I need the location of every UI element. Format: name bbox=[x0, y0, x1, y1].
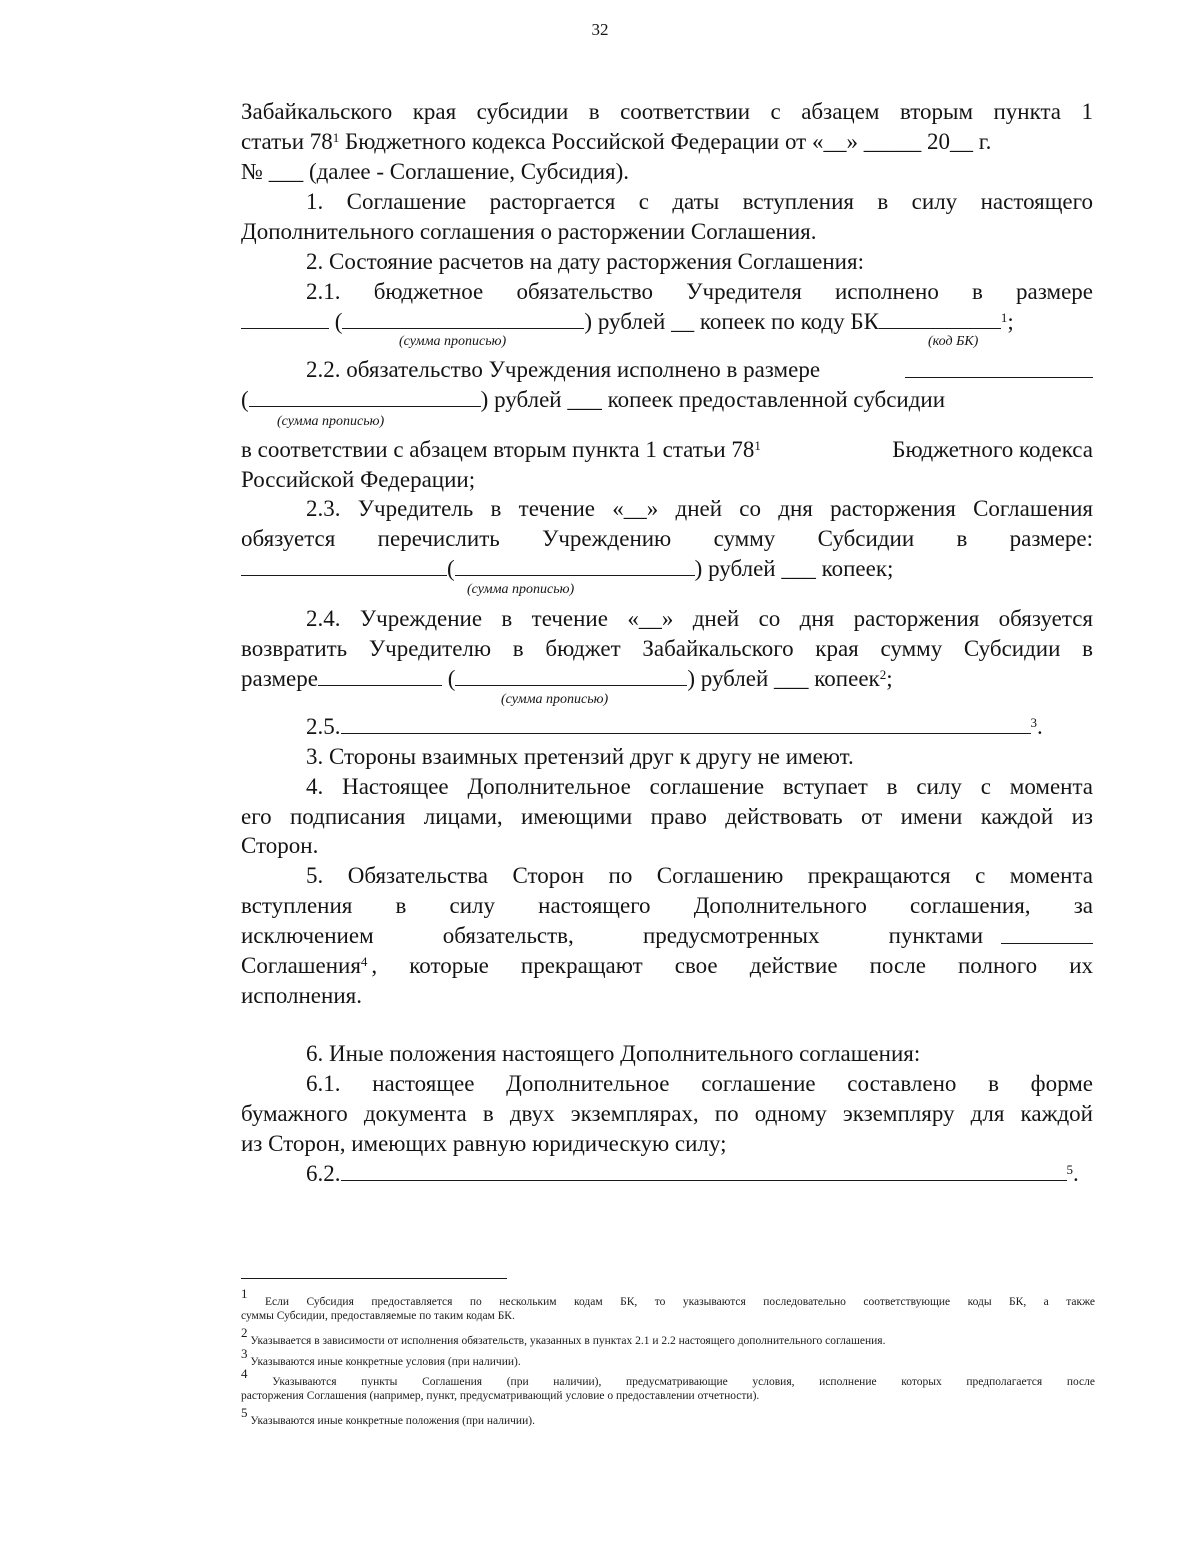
clause-5-line-3 bbox=[241, 921, 1093, 951]
clause-2-2-line-4: Российской Федерации; bbox=[241, 467, 476, 492]
amount-words-hint: (сумма прописью) bbox=[467, 582, 575, 597]
paren-open: ( bbox=[447, 556, 455, 581]
clause-2-1-line-2 bbox=[241, 307, 1014, 337]
amount-blank bbox=[241, 307, 329, 329]
clause-6-1-line-1: 6.1. настоящее Дополнительное соглашение составлено в форме bbox=[306, 1071, 1093, 1096]
footnote-3 bbox=[241, 1346, 521, 1369]
clause-2-2-text: 2.2. обязательство Учреждения исполнено в размере bbox=[306, 357, 821, 382]
dot: . bbox=[1073, 1161, 1079, 1186]
clause-2-heading: 2. Состояние расчетов на дату расторжения Соглашения: bbox=[306, 249, 864, 274]
amount-blank bbox=[241, 554, 447, 576]
dot: . bbox=[1037, 714, 1043, 739]
razmere-text: размере bbox=[241, 666, 318, 691]
clause-2-5 bbox=[306, 712, 1043, 742]
clause-1-line-2: Дополнительного соглашения о расторжении Соглашения. bbox=[241, 219, 817, 244]
clause-2-4-line-1: 2.4. Учреждение в течение «__» дней со дня расторжения обязуется bbox=[306, 606, 1093, 631]
paren-open: ( bbox=[241, 387, 249, 412]
clause-2-3-rubles-text: ) рублей ___ копеек; bbox=[694, 556, 894, 581]
clause-2-4-rubles-text: ) рублей ___ копеек bbox=[687, 666, 880, 691]
clause-2-2-line-3 bbox=[241, 435, 1093, 465]
footnote-ref-3: 3 bbox=[1030, 715, 1037, 730]
footnote-ref-1: 1 bbox=[754, 438, 761, 453]
semicolon: ; bbox=[886, 666, 893, 691]
footnote-1-line-1: Если Субсидия предоставляется по нескольким кодам БК, то указываются последовательно соответствующие коды БК, а также bbox=[264, 1296, 1096, 1308]
footnote-separator bbox=[241, 1278, 507, 1279]
clause-2-1-rubles-text: ) рублей __ копеек по коду БК bbox=[584, 309, 879, 334]
clause-2-2-line-2 bbox=[241, 385, 945, 415]
clauses-blank bbox=[1001, 922, 1093, 944]
paren-open: ( bbox=[334, 309, 343, 334]
clause-2-5-blank bbox=[341, 712, 1031, 734]
clause-6-heading: 6. Иные положения настоящего Дополнительного соглашения: bbox=[306, 1041, 921, 1066]
intro-line-3: № ___ (далее - Соглашение, Субсидия). bbox=[241, 159, 629, 184]
amount-words-blank bbox=[342, 307, 584, 329]
intro-text-a: статьи 78 bbox=[241, 129, 333, 154]
bk-code-blank bbox=[879, 307, 1001, 329]
footnote-1-mark: 1 bbox=[241, 1286, 248, 1301]
footnote-4-line-1: Указываются пункты Соглашения (при наличии), предусматривающие условия, исполнение которых предполагается после bbox=[272, 1376, 1096, 1388]
amount-words-hint: (сумма прописью) bbox=[501, 692, 609, 707]
paren-open: ( bbox=[447, 666, 456, 691]
clause-2-3-line-2: обязуется перечислить Учреждению сумму Субсидии в размере: bbox=[241, 526, 1093, 551]
clause-5-line-2: вступления в силу настоящего Дополнительного соглашения, за bbox=[241, 893, 1093, 918]
clause-2-5-number: 2.5. bbox=[306, 714, 341, 739]
footnote-ref-2: 2 bbox=[879, 667, 887, 682]
footnote-ref-1: 1 bbox=[1000, 310, 1008, 325]
footnote-2 bbox=[241, 1325, 886, 1348]
footnote-ref-1: 1 bbox=[332, 130, 340, 145]
intro-text-b: Бюджетного кодекса Российской Федерации от «__» _____ 20__ г. bbox=[339, 129, 992, 154]
footnote-5-text: Указываются иные конкретные положения (при наличии). bbox=[250, 1415, 535, 1427]
footnote-ref-5: 5 bbox=[1066, 1162, 1073, 1177]
soglasheniya-text: Соглашения bbox=[241, 953, 361, 978]
clause-4-line-3: Сторон. bbox=[241, 833, 319, 858]
footnote-ref-4: 4 bbox=[360, 954, 368, 969]
clause-5-line-5: исполнения. bbox=[241, 983, 362, 1008]
clause-5-text-b: , которые прекращают свое действие после полного их bbox=[371, 953, 1093, 978]
clause-2-2-text-a: в соответствии с абзацем вторым пункта 1 статьи 78 bbox=[241, 437, 755, 462]
intro-line-1: Забайкальского края субсидии в соответствии с абзацем вторым пункта 1 bbox=[241, 99, 1093, 124]
clause-3: 3. Стороны взаимных претензий друг к другу не имеют. bbox=[306, 744, 854, 769]
amount-words-blank bbox=[455, 554, 695, 576]
clause-4-line-2: его подписания лицами, имеющими право действовать от имени каждой из bbox=[241, 804, 1093, 829]
footnote-1 bbox=[241, 1286, 1096, 1323]
footnote-3-text: Указываются иные конкретные условия (при наличии). bbox=[250, 1356, 521, 1368]
footnote-3-mark: 3 bbox=[241, 1346, 248, 1361]
clause-4-line-1: 4. Настоящее Дополнительное соглашение вступает в силу с момента bbox=[306, 774, 1093, 799]
amount-words-blank bbox=[249, 385, 481, 407]
amount-blank bbox=[318, 664, 442, 686]
amount-words-hint: (сумма прописью) bbox=[399, 334, 507, 349]
clause-2-3-line-1: 2.3. Учредитель в течение «__» дней со дня расторжения Соглашения bbox=[306, 496, 1093, 521]
clause-6-1-line-3: из Сторон, имеющих равную юридическую силу; bbox=[241, 1131, 727, 1156]
clause-2-1-line-1: 2.1. бюджетное обязательство Учредителя исполнено в размере bbox=[306, 279, 1093, 304]
clause-6-2 bbox=[306, 1159, 1079, 1189]
clause-6-1-line-2: бумажного документа в двух экземплярах, по одному экземпляру для каждой bbox=[241, 1101, 1093, 1126]
footnote-2-mark: 2 bbox=[241, 1325, 248, 1340]
amount-words-blank bbox=[455, 664, 687, 686]
footnote-4-line-2: расторжения Соглашения (например, пункт, предусматривающий условие о предоставлении отчетности). bbox=[241, 1390, 760, 1402]
footnote-2-text: Указывается в зависимости от исполнения обязательств, указанных в пунктах 2.1 и 2.2 настоящего дополнительного соглашения. bbox=[250, 1335, 886, 1347]
clause-2-3-line-3 bbox=[241, 554, 893, 584]
clause-5-line-1: 5. Обязательства Сторон по Соглашению прекращаются с момента bbox=[306, 863, 1093, 888]
amount-words-hint: (сумма прописью) bbox=[277, 414, 385, 429]
intro-line-2 bbox=[241, 127, 1093, 157]
clause-2-4-line-3 bbox=[241, 664, 893, 694]
page-number: 32 bbox=[591, 20, 609, 39]
clause-2-2-text-b: Бюджетного кодекса bbox=[892, 437, 1093, 462]
footnote-5 bbox=[241, 1405, 535, 1428]
amount-blank bbox=[905, 356, 1093, 378]
clause-6-2-number: 6.2. bbox=[306, 1161, 341, 1186]
clause-1-line-1: 1. Соглашение расторгается с даты вступления в силу настоящего bbox=[306, 189, 1093, 214]
semicolon: ; bbox=[1007, 309, 1014, 334]
clause-5-line-4 bbox=[241, 951, 1093, 981]
footnote-1-line-2: суммы Субсидии, предоставляемые по таким кодам БК. bbox=[241, 1310, 515, 1322]
clause-6-2-blank bbox=[341, 1159, 1067, 1181]
footnote-5-mark: 5 bbox=[241, 1405, 248, 1420]
clause-2-2-rubles-text: ) рублей ___ копеек предоставленной субсидии bbox=[480, 387, 946, 412]
clause-2-4-line-2: возвратить Учредителю в бюджет Забайкальского края сумму Субсидии в bbox=[241, 636, 1093, 661]
clause-2-2-line-1 bbox=[306, 355, 1093, 385]
footnote-4 bbox=[241, 1366, 1096, 1403]
clause-5-text: исключением обязательств, предусмотренных пунктами bbox=[241, 923, 983, 948]
footnote-4-mark: 4 bbox=[241, 1366, 248, 1381]
bk-code-hint: (код БК) bbox=[928, 334, 979, 349]
